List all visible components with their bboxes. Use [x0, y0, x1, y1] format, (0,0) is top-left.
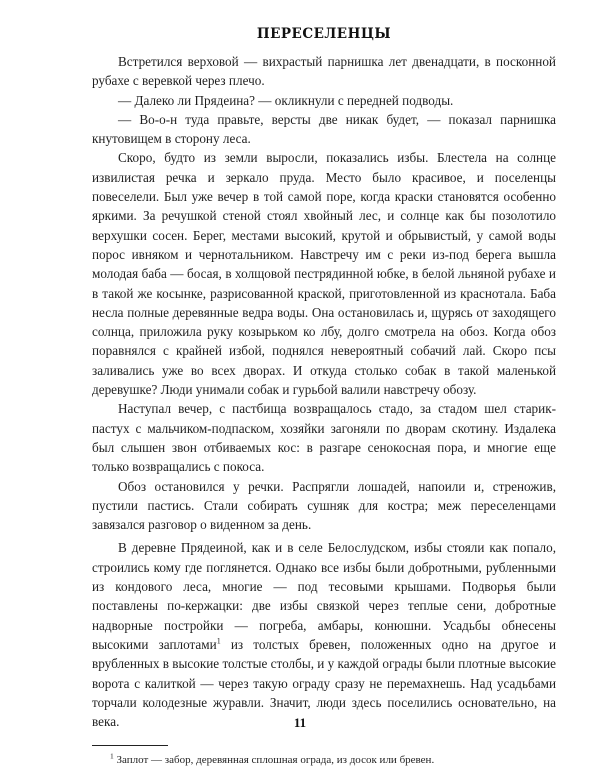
- paragraph: Обоз остановился у речки. Распрягли лошадей, напоили и, стреножив, пустили пастись. Стали собирать сушняк для костра; меж переселенцами завязался разговор о виденном за день.: [92, 478, 556, 533]
- paragraph-with-footnote: [92, 538, 556, 731]
- footnote: [92, 753, 556, 767]
- paragraph-text-after-mark: из толстых бревен, положенных одно на другое и врубленных в высокие толстые столбы, и у каждой ограды были плотные высокие ворота с калиткой — через такую ограду сразу не перемахнешь. Над усадьбами торчали колодезные журавли. Значит, люди здесь поселились основательно, на века.: [92, 636, 557, 730]
- paragraph-text-before-mark: В деревне Прядеиной, как и в селе Белослудском, избы стояли как попало, строились кому где поглянется. Однако все избы были добротными, рубленными из кондового леса, многие — под тесовыми крышами. Подворья были поставлены по-кержацки: две избы связкой через теплые сени, добротные надворные постройки — погреба, амбары, конюшни. Усадьбы обнесены высокими заплотами: [92, 540, 556, 652]
- paragraph: — Далеко ли Прядеина? — окликнули с передней подводы.: [118, 92, 454, 108]
- footnote-text: Заплот — забор, деревянная сплошная ограда, из досок или бревен.: [113, 754, 435, 767]
- footnote-separator: [92, 745, 168, 746]
- paragraph: Скоро, будто из земли выросли, показались избы. Блестела на солнце извилистая речка и зеркало пруда. Место было красивое, и поселенцы повеселели. Был уже вечер в той самой поре, когда краски становятся особенно яркими. За речушкой стеной стоял хвойный лес, и солнце как бы позолотило верхушки сосен. Берег, местами высокий, крутой и обрывистый, у самой воды порос ивняком и чернотальником. Навстречу им с реки из-под берега вышла молодая баба — босая, в холщовой пестрядинной юбке, в белой льняной рубахе и в такой же косынке, разрисованной краской, приготовленной из краснотала. Баба несла полные деревянные ведра воды. Она остановилась и, щурясь от заходящего солнца, приложила руку козырьком ко лбу, долго смотрела на обоз. Когда обоз поравнялся с крайней избой, поднялся невероятный собачий лай. Скоро псы заливались уже во всех дворах. И откуда столько собак в такой маленькой деревушке? Люди унимали собак и гурьбой валили навстречу обозу.: [92, 150, 556, 398]
- chapter-title: ПЕРЕСЕЛЕНЦЫ: [256, 26, 392, 42]
- footnote-number: 1: [110, 751, 114, 761]
- footnote-reference: 1: [216, 636, 221, 646]
- paragraph: Наступал вечер, с пастбища возвращалось стадо, за стадом шел старик-пастух с мальчиком-подпаском, хозяйки загоняли по дворам скотину. Издалека был слышен звон отбиваемых кос: в разгаре сенокосная пора, и многие еще только возвращались с покоса.: [92, 401, 556, 475]
- paragraph: Встретился верховой — вихрастый парнишка лет двенадцати, в посконной рубахе с веревкой через плечо.: [92, 54, 556, 89]
- page-number: 11: [293, 715, 307, 730]
- paragraph: — Во-о-н туда правьте, версты две никак будет, — показал парнишка кнутовищем в сторону леса.: [92, 111, 556, 147]
